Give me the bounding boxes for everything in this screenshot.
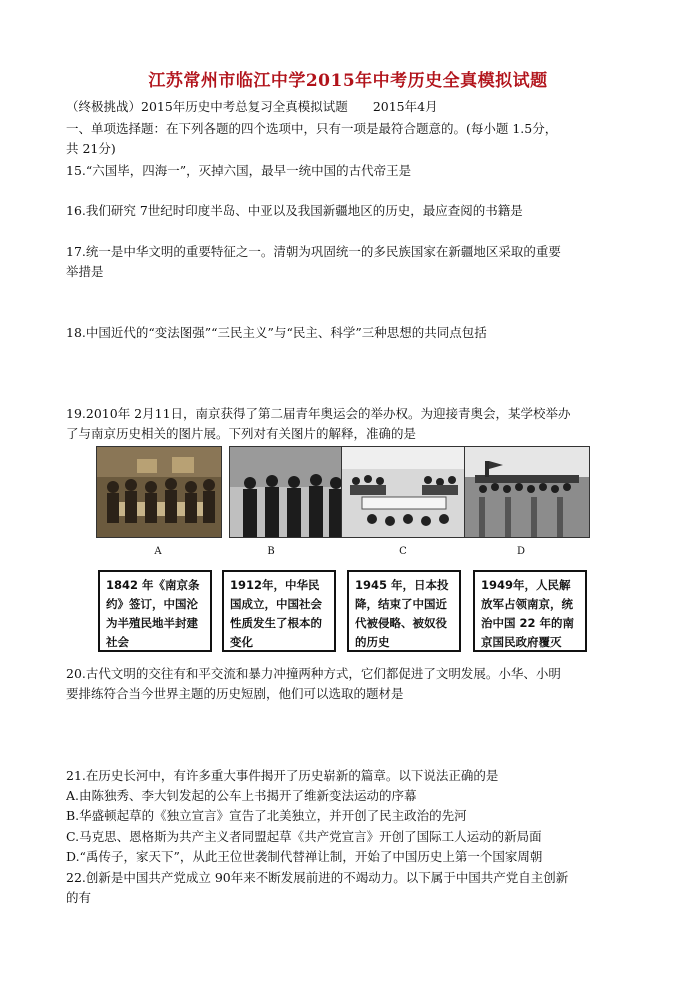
section-heading-cont: 共 21分) [66, 141, 116, 156]
q21-choice-d: D.“禹传子，家天下”，从此王位世袭制代替禅让制，开始了中国历史上第一个国家周朝 [66, 849, 543, 864]
q21-choice-c: C.马克思、恩格斯为共产主义者同盟起草《共产党宣言》开创了国际工人运动的新局面 [66, 829, 542, 844]
caption-b: 1912年，中华民国成立，中国社会性质发生了根本的变化 [222, 570, 336, 652]
q20-stem: 20.古代文明的交往有和平交流和暴力冲撞两种方式，它们都促进了文明发展。小华、小明 [66, 666, 561, 681]
photo-c-surrender-ceremony [341, 446, 467, 538]
q21-choice-a: A.由陈独秀、李大钊发起的公车上书揭开了维新变法运动的序幕 [66, 788, 417, 803]
photo-label-d: D [516, 546, 526, 557]
q17-stem: 17.统一是中华文明的重要特征之一。清朝为巩固统一的多民族国家在新疆地区采取的重要 [66, 244, 561, 259]
photo-label-a: A [154, 546, 162, 557]
caption-d: 1949年，人民解放军占领南京，统治中国 22 年的南京国民政府覆灭 [473, 570, 587, 652]
page-title: 江苏常州市临江中学2015年中考历史全真模拟试题 [148, 71, 548, 91]
q19-stem-cont: 了与南京历史相关的图片展。下列对有关图片的解释，准确的是 [66, 426, 417, 441]
q20-stem-cont: 要排练符合当今世界主题的历史短剧，他们可以选取的题材是 [66, 686, 404, 701]
photo-d-presidential-palace [464, 446, 590, 538]
photo-a-treaty-signing [96, 446, 222, 538]
q17-stem-cont: 举措是 [66, 264, 104, 279]
q18-stem: 18.中国近代的“变法图强”“三民主义”与“民主、科学”三种思想的共同点包括 [66, 325, 487, 340]
caption-a: 1842 年《南京条约》签订，中国沦为半殖民地半封建社会 [98, 570, 212, 652]
q22-stem: 22.创新是中国共产党成立 90年来不断发展前进的不竭动力。以下属于中国共产党自主创新 [66, 870, 569, 885]
photo-label-b: B [267, 546, 275, 557]
q16-stem: 16.我们研究 7世纪时印度半岛、中亚以及我国新疆地区的历史，最应查阅的书籍是 [66, 203, 523, 218]
caption-c: 1945 年，日本投降，结束了中国近代被侵略、被奴役的历史 [347, 570, 461, 652]
header-line: （终极挑战）2015年历史中考总复习全真模拟试题 2015年4月 [66, 99, 438, 114]
q21-choice-b: B.华盛顿起草的《独立宣言》宣告了北美独立，并开创了民主政治的先河 [66, 808, 467, 823]
photo-b-group-portrait [229, 446, 355, 538]
q22-stem-cont: 的有 [66, 890, 92, 905]
q19-stem: 19.2010年 2月11日，南京获得了第二届青年奥运会的举办权。为迎接青奥会，某学校举办 [66, 406, 571, 421]
q21-stem: 21.在历史长河中，有许多重大事件揭开了历史崭新的篇章。以下说法正确的是 [66, 768, 499, 783]
q15-stem: 15.“六国毕，四海一”，灭掉六国，最早一统中国的古代帝王是 [66, 163, 412, 178]
section-heading: 一、单项选择题：在下列各题的四个选项中，只有一项是最符合题意的。(每小题 1.5分， [66, 121, 558, 136]
photo-label-c: C [399, 546, 407, 557]
